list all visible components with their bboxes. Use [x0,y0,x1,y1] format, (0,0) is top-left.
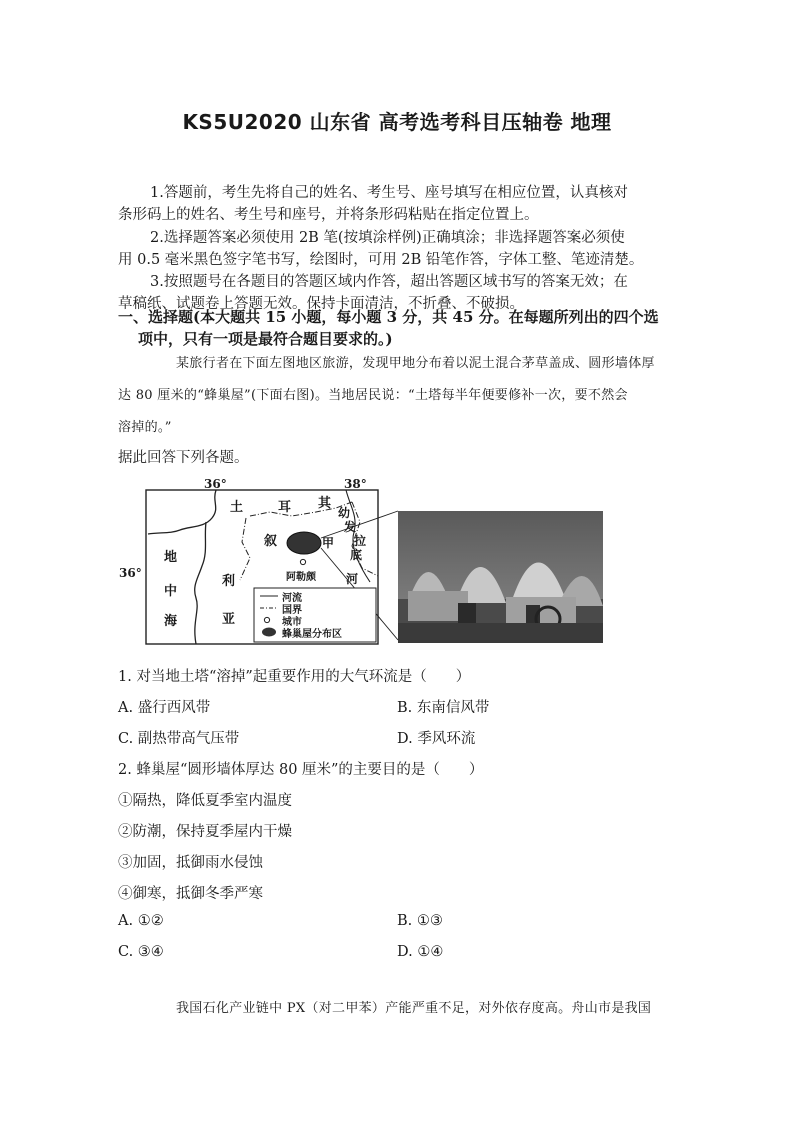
map-place-label: 幼 [338,506,351,520]
passage-line: 溶掉的。” [118,420,172,435]
map-place-label: 拉 [354,534,367,548]
section-heading: 一、选择题(本大题共 15 小题，每小题 3 分，共 45 分。在每题所列出的四个选 [118,308,659,326]
map-place-label: 土 [230,500,244,515]
legend-river: 河流 [282,593,302,604]
map-place-label: 亚 [222,612,236,627]
region-map [119,477,380,646]
question-2-statement: ②防潮，保持夏季屋内干燥 [118,824,292,840]
map-place-label: 中 [164,584,178,599]
question-2-statement: ③加固，抵御雨水侵蚀 [118,855,263,871]
map-place-label: 底 [350,548,363,562]
beehive-houses-photo [398,511,603,643]
map-place-label: 甲 [322,536,335,550]
instruction-line: 2.选择题答案必须使用 2B 笔(按填涂样例)正确填涂；非选择题答案必须使 [150,230,625,246]
question-1-option-c: C. 副热带高气压带 [118,731,240,747]
instruction-line: 3.按照题号在各题目的答题区域内作答，超出答题区域书写的答案无效；在 [150,274,628,290]
question-2-option-a: A. ①② [118,913,164,929]
map-place-label: 叙 [264,534,278,549]
legend-border: 国界 [282,605,302,616]
page-title: KS5U2020 山东省 高考选考科目压轴卷 地理 [182,110,612,134]
map-place-label: 耳 [278,500,292,515]
prompt-text: 据此回答下列各题。 [118,450,249,466]
question-2-stem: 2. 蜂巢屋“圆形墙体厚达 80 厘米”的主要目的是（ ） [118,762,484,778]
question-2-option-d: D. ①④ [397,944,444,960]
map-place-label: 发 [344,520,357,534]
legend-beehive-area: 蜂巢屋分布区 [282,629,342,640]
question-2-option-c: C. ③④ [118,944,164,960]
section-heading: 项中，只有一项是最符合题目要求的。) [138,330,393,348]
longitude-label: 36° [204,477,227,491]
instruction-line: 用 0.5 毫米黑色签字笔书写，绘图时，可用 2B 铅笔作答，字体工整、笔迹清楚。 [118,252,644,268]
question-2-statement: ①隔热，降低夏季室内温度 [118,793,292,809]
instruction-line: 1.答题前，考生先将自己的姓名、考生号、座号填写在相应位置，认真核对 [150,185,628,201]
question-2-option-b: B. ①③ [397,913,443,929]
map-place-label: 河 [346,572,359,586]
longitude-label: 38° [344,477,367,491]
map-place-label: 地 [164,550,178,565]
question-1-option-d: D. 季风环流 [397,731,476,747]
question-1-stem: 1. 对当地土塔“溶掉”起重要作用的大气环流是（ ） [118,669,471,685]
question-1-option-a: A. 盛行西风带 [118,700,211,716]
passage-line: 达 80 厘米的“蜂巢屋”(下面右图)。当地居民说：“土塔每半年便要修补一次，要不然会 [118,388,628,403]
latitude-label: 36° [119,566,142,580]
map-place-label: 其 [318,496,332,511]
map-place-label: 海 [164,614,178,629]
map-place-label: 利 [222,574,236,589]
legend-city: 城市 [282,617,302,628]
next-passage-line: 我国石化产业链中 PX（对二甲苯）产能严重不足，对外依存度高。舟山市是我国 [176,1001,652,1016]
passage-line: 某旅行者在下面左图地区旅游，发现甲地分布着以泥土混合茅草盖成、圆形墙体厚 [176,356,655,371]
instruction-line: 条形码上的姓名、考生号和座号，并将条形码粘贴在指定位置上。 [118,207,539,223]
question-1-option-b: B. 东南信风带 [397,700,490,716]
question-2-statement: ④御寒，抵御冬季严寒 [118,886,263,902]
instruction-line: 草稿纸、试题卷上答题无效。保持卡面清洁，不折叠、不破损。 [118,296,524,312]
city-label: 阿勒颇 [286,572,316,583]
